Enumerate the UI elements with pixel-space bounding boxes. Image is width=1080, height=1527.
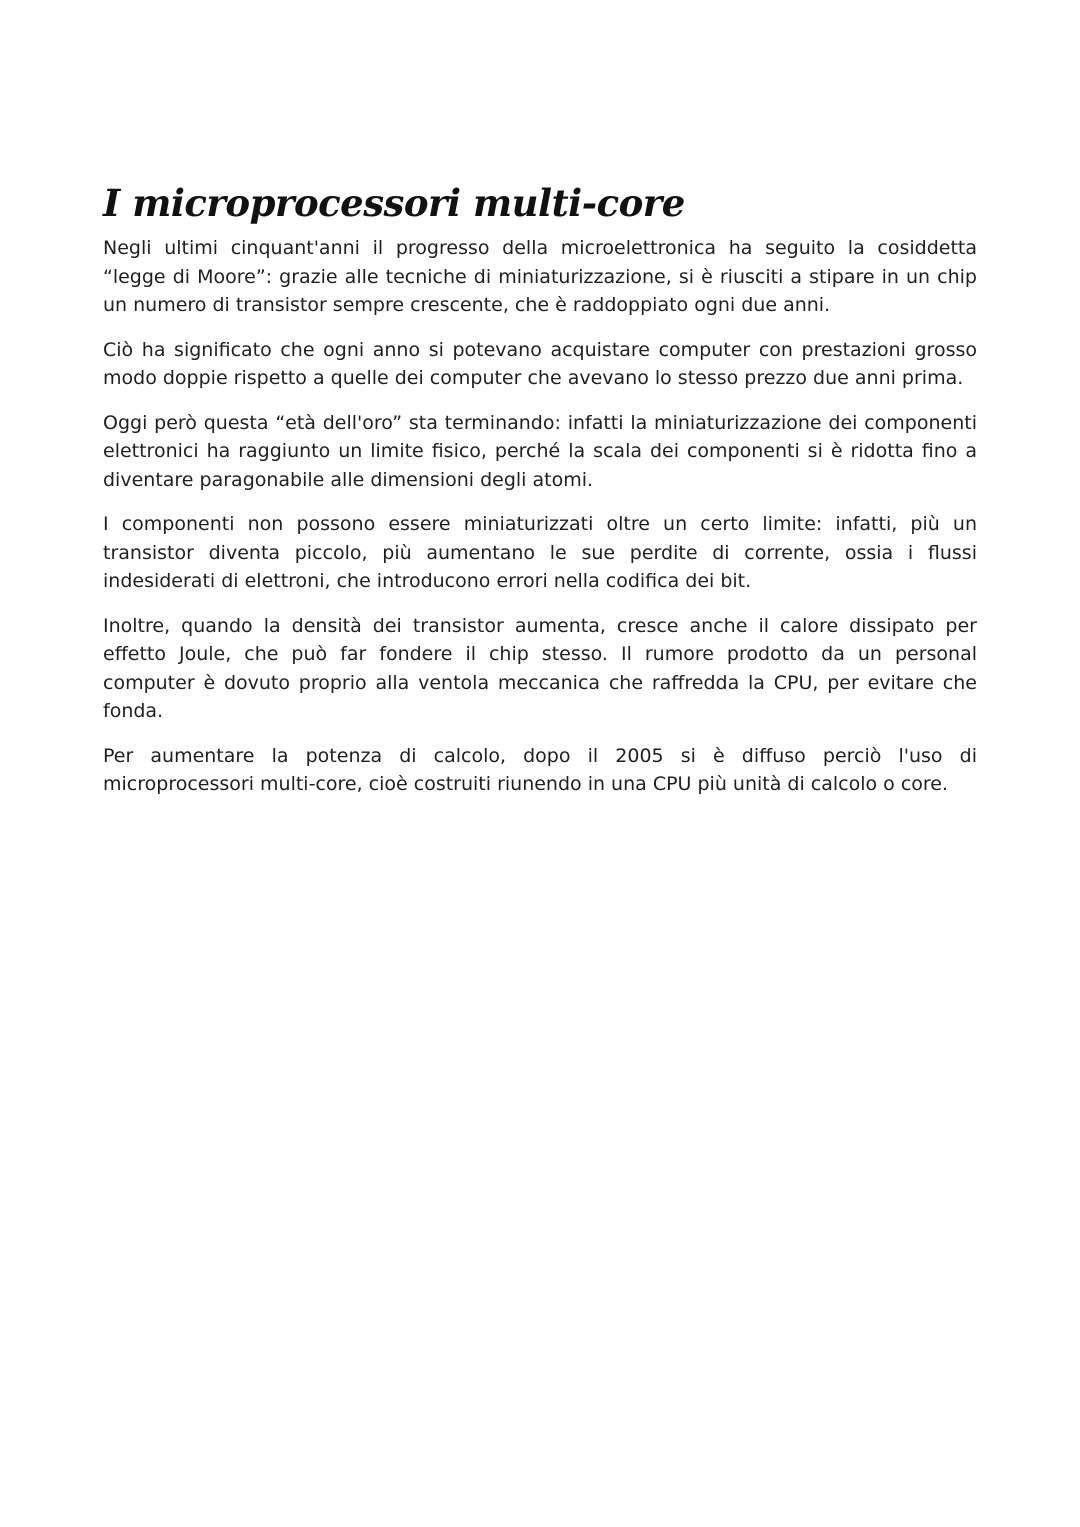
paragraph-current-leakage: I componenti non possono essere miniaturizzati oltre un certo limite: infatti, più un transistor diventa piccolo, più aumentano le sue perdite di corrente, ossia i flussi indesiderati di elettroni, che introducono errori nella codifica dei bit. xyxy=(103,513,977,592)
paragraph-performance-doubling: Ciò ha significato che ogni anno si potevano acquistare computer con prestazioni grosso modo doppie rispetto a quelle dei computer che avevano lo stesso prezzo due anni prima. xyxy=(103,338,977,389)
paragraph-multi-core: Per aumentare la potenza di calcolo, dopo il 2005 si è diffuso perciò l'uso di microprocessori multi-core, cioè costruiti riunendo in una CPU più unità di calcolo o core. xyxy=(103,744,977,795)
document-content xyxy=(103,176,977,815)
paragraph-moores-law: Negli ultimi cinquant'anni il progresso della microelettronica ha seguito la cosiddetta “legge di Moore”: grazie alle tecniche di miniaturizzazione, si è riusciti a stipare in un chip un numero di transistor sempre crescente, che è raddoppiato ogni due anni. xyxy=(103,237,977,316)
paragraph-physical-limit: Oggi però questa “età dell'oro” sta terminando: infatti la miniaturizzazione dei componenti elettronici ha raggiunto un limite fisico, perché la scala dei componenti si è ridotta fino a diventare paragonabile alle dimensioni degli atomi. xyxy=(103,411,977,491)
paragraph-heat-dissipation: Inoltre, quando la densità dei transistor aumenta, cresce anche il calore dissipato per effetto Joule, che può far fondere il chip stesso. Il rumore prodotto da un personal computer è dovuto proprio alla ventola meccanica che raffredda la CPU, per evitare che fonda. xyxy=(103,614,977,722)
document-title: I microprocessori multi-core xyxy=(103,181,685,225)
